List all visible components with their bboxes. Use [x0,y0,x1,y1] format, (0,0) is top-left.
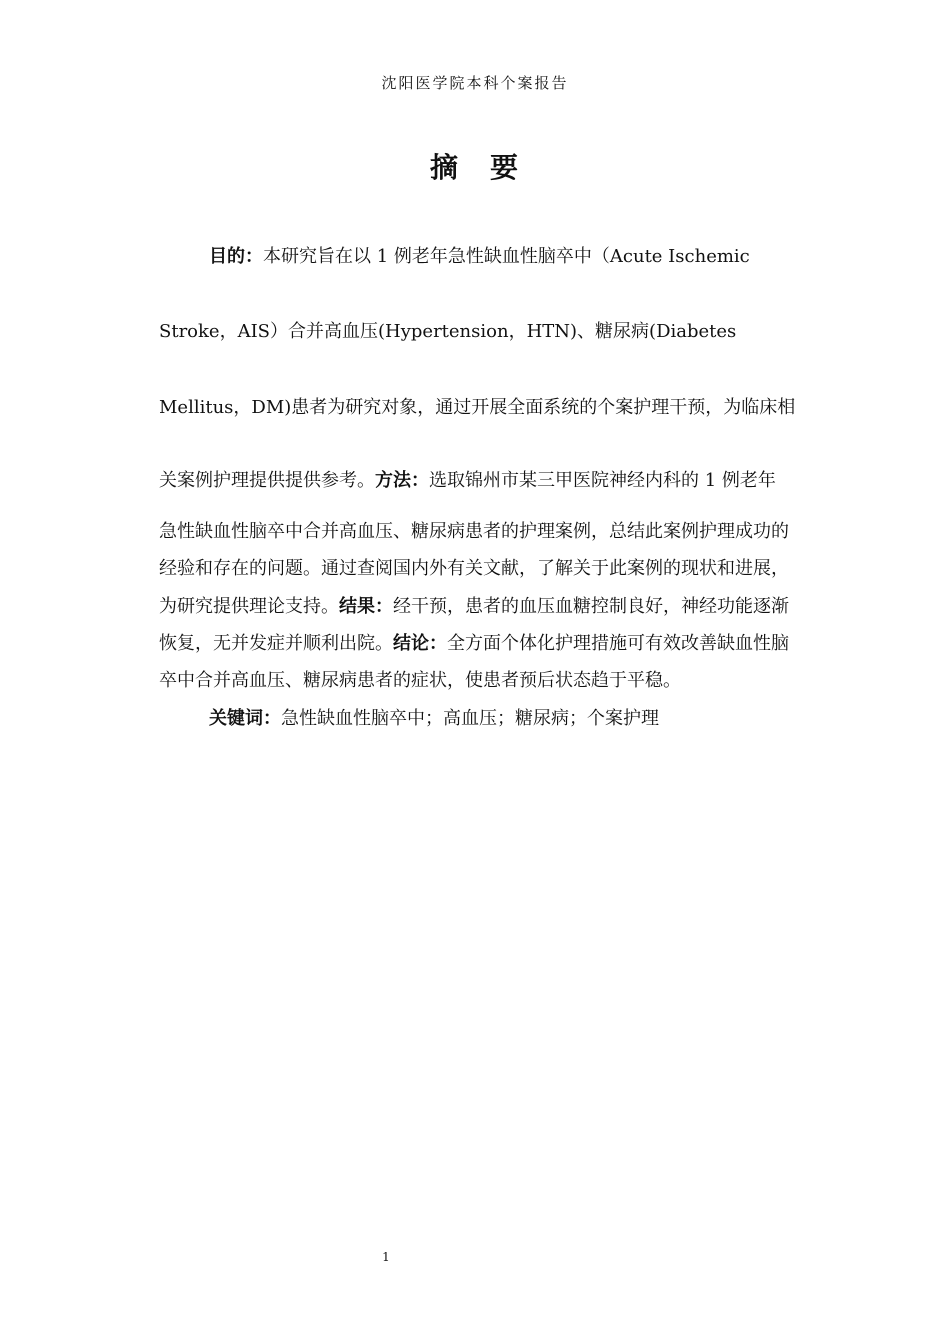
abstract-line [159,592,831,618]
keywords-text: 急性缺血性脑卒中；高血压；糖尿病；个案护理 [281,708,659,729]
abstract-line: Stroke，AIS）合并高血压(Hypertension，HTN)、糖尿病(Diabetes [159,321,737,342]
page-number: 1 [382,1250,390,1264]
abstract-line: 卒中合并高血压、糖尿病患者的症状，使患者预后状态趋于平稳。 [159,670,681,691]
keywords-label: 关键词： [209,708,281,729]
abstract-line [159,466,831,492]
conclusion-label: 结论： [393,633,447,654]
abstract-line: 经验和存在的问题。通过查阅国内外有关文献，了解关于此案例的现状和进展， [159,558,789,579]
abstract-text: 经干预，患者的血压血糖控制良好，神经功能逐渐 [393,596,789,617]
abstract-text: 本研究旨在以 1 例老年急性缺血性脑卒中（Acute Ischemic [263,246,750,267]
abstract-line: 急性缺血性脑卒中合并高血压、糖尿病患者的护理案例，总结此案例护理成功的 [159,521,789,542]
abstract-title: 摘 要 [429,151,520,184]
abstract-text: 为研究提供理论支持。 [159,596,339,617]
page-header: 沈阳医学院本科个案报告 [381,74,569,92]
objective-label: 目的： [209,246,263,267]
result-label: 结果： [339,596,393,617]
abstract-line: Mellitus，DM)患者为研究对象，通过开展全面系统的个案护理干预，为临床相 [159,397,796,418]
abstract-text: 选取锦州市某三甲医院神经内科的 1 例老年 [429,470,776,491]
abstract-text: 恢复，无并发症并顺利出院。 [159,633,393,654]
abstract-text: 关案例护理提供提供参考。 [159,470,375,491]
abstract-line [159,629,831,655]
abstract-line [209,242,831,268]
abstract-text: 全方面个体化护理措施可有效改善缺血性脑 [447,633,789,654]
method-label: 方法： [375,470,429,491]
keywords-line [209,704,831,730]
